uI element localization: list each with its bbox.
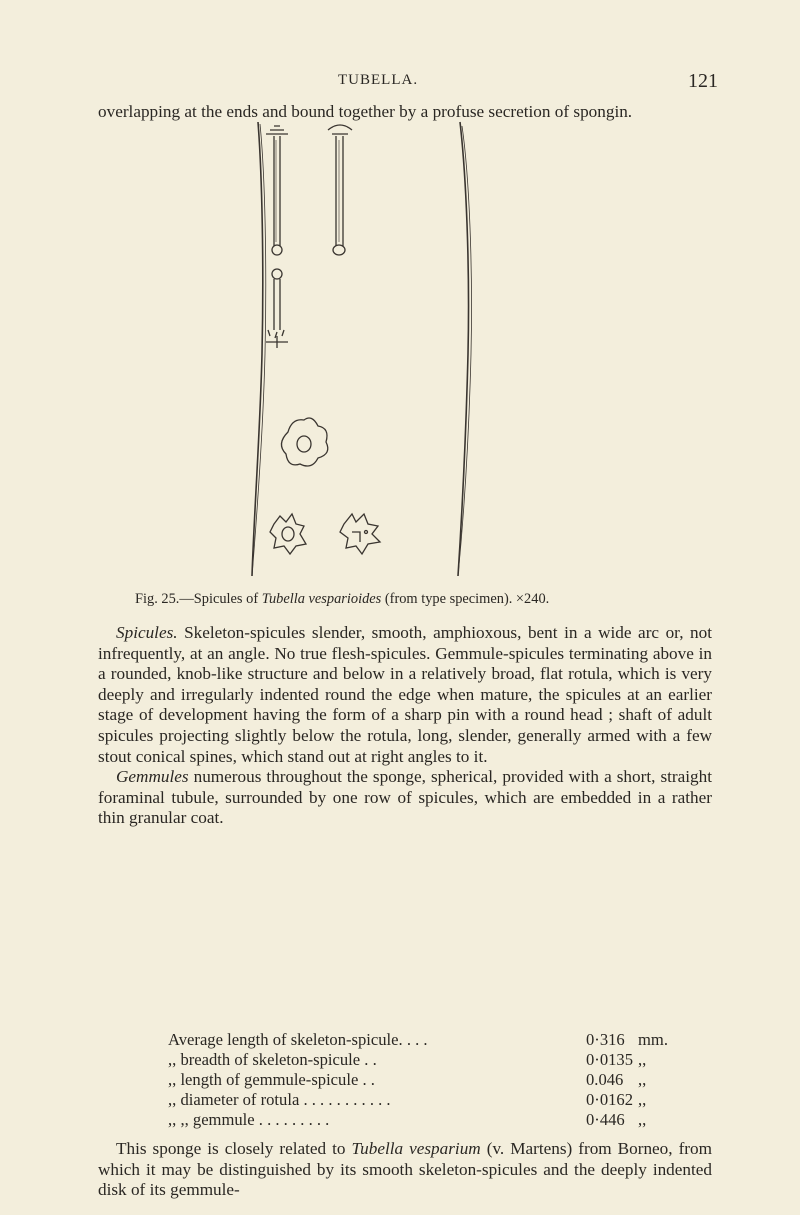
measurement-row	[168, 1030, 728, 1050]
gemmule-spicule-3	[266, 269, 288, 348]
caption-prefix: Fig. 25.—Spicules of	[135, 591, 262, 607]
spicule-figure	[240, 114, 550, 584]
running-head	[0, 72, 800, 96]
measurement-value: 0·316	[586, 1030, 625, 1049]
measurement-row	[168, 1070, 728, 1090]
measurement-value: 0·0162	[586, 1090, 634, 1109]
measurement-label: ,, breadth of skeleton-spicule . .	[168, 1050, 377, 1069]
measurement-row	[168, 1050, 728, 1070]
spicule-illustration	[240, 114, 550, 584]
rotula-view-left	[270, 514, 306, 554]
measurement-row	[168, 1110, 728, 1130]
measurement-label: ,, diameter of rotula . . . . . . . . . . .	[168, 1090, 391, 1109]
measurement-value: 0·446	[586, 1110, 625, 1129]
measurement-unit: mm.	[638, 1030, 668, 1049]
measurement-unit: ,,	[638, 1090, 647, 1109]
closing-suffix: (v. Martens) from Borneo, from which it may be distinguished by its smooth skeleton-spicules and the deeply indented disk of its gemmule-	[98, 1139, 712, 1200]
running-head-title: TUBELLA.	[338, 72, 419, 88]
closing-species: Tubella vesparium	[351, 1139, 481, 1158]
measurement-unit: ,,	[638, 1050, 647, 1069]
measurement-unit: ,,	[638, 1070, 647, 1089]
measurement-value: 0.046	[586, 1070, 624, 1089]
measurement-value: 0·0135	[586, 1050, 634, 1069]
measurement-label: ,, length of gemmule-spicule . .	[168, 1070, 375, 1089]
measurement-unit: ,,	[638, 1110, 647, 1129]
caption-species: Tubella vesparioides	[261, 591, 382, 607]
measurement-label: ,, ,, gemmule . . . . . . . . .	[168, 1110, 330, 1129]
spicules-paragraph	[98, 623, 712, 767]
intro-text: overlapping at the ends and bound together by a profuse secretion of spongin.	[98, 102, 633, 121]
gemmule-spicule-1	[266, 126, 288, 255]
measurement-row	[168, 1090, 728, 1110]
closing-prefix: This sponge is closely related to	[116, 1139, 352, 1158]
description-block	[98, 623, 712, 829]
rotula-view-right	[340, 514, 380, 554]
gemmules-paragraph	[98, 767, 712, 829]
skeleton-spicule-right	[458, 122, 469, 576]
spicules-text: Skeleton-spicules slender, smooth, amphioxous, bent in a wide arc or, not infrequently, at an angle. No true flesh-spicules. Gemmule-spicules terminating above in a rounded, knob-like structure and below in a relatively broad, flat rotula, which is very deeply and irregularly indented round the edge when mature, the spicules at an earlier stage of development having the form of a sharp pin with a round head ; shaft of adult spicules projecting slightly below the rotula, long, slender, generally armed with a few stout conical spines, which stand out at right angles to it.	[98, 623, 712, 766]
gemmule-spicule-2	[328, 125, 352, 255]
page-number: 121	[688, 70, 718, 92]
rotula-top-view	[281, 418, 327, 466]
measurement-label: Average length of skeleton-spicule. . . .	[168, 1030, 428, 1049]
caption-suffix: (from type specimen). ×240.	[381, 591, 550, 607]
spicules-lead: Spicules.	[116, 623, 178, 642]
closing-text	[98, 1139, 712, 1201]
measurements-table	[168, 1030, 728, 1130]
gemmules-lead: Gemmules	[116, 767, 189, 787]
gemmules-text: numerous throughout the sponge, spherical, provided with a short, straight foraminal tubule, surrounded by one row of spicules, which are embedded in a rather thin granular coat.	[98, 767, 712, 828]
figure-caption	[135, 591, 695, 608]
closing-paragraph	[98, 1139, 712, 1201]
